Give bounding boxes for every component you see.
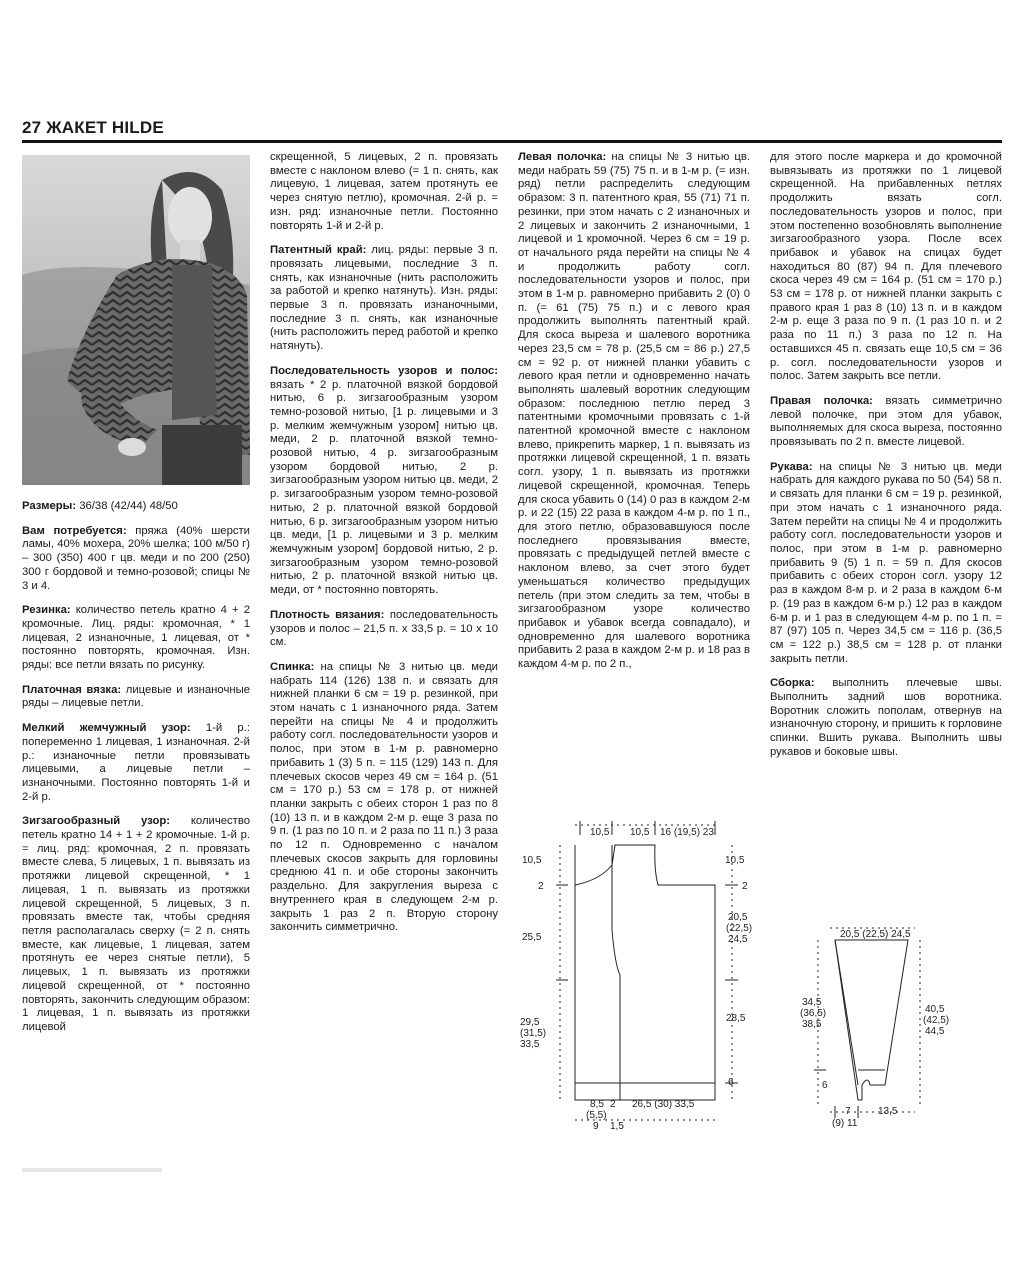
body-top-2: 10,5 [630,827,650,838]
col4-paragraph [770,151,1002,384]
col1-paragraph [22,500,250,514]
col1-heading: Вам потребуется: [22,524,127,537]
body-top-1: 10,5 [590,827,610,838]
body-bottom-4: 2 [610,1099,616,1110]
sleeve-right-3: 44,5 [925,1026,945,1037]
sleeve-bottom-1: 7 [845,1106,851,1117]
body-left-3: 25,5 [522,932,542,943]
col1-heading: Мелкий жемчужный узор: [22,722,191,735]
col2-text: вязать * 2 р. платочной вязкой бордовой нитью, 6 р. зигзагообразным узором темно-розовой нитью, [1 р. лицевыми и 3 р. мелким жемчужным узором] нитью цв. меди, 2 р. платочной вязкой темно-розовой нитью, 4 р. зигзагообразным узором бордовой нитью, 2 р. зигзагообразным узором нитью цв. меди, 2 р. зигзагообразным узором темно-розовой нитью, 2 р. платочной вязкой бордовой нитью, 6 р. зигзагообразным узором нитью цв. меди, [1 р. лицевыми и 3 р. мелким жемчужным узором] бордовой нитью, 2 р. зигзагообразным узором темно-розовой нитью, 2 р. платочной вязкой нитью цв. меди, от * постоянно повторять. [270,378,498,597]
body-right-7: 6 [728,1077,734,1088]
col4-heading: Сборка: [770,677,815,690]
col1-text: количество петель кратно 14 + 1 + 2 кромочные. 1-й р. = лиц. ряд: кромочная, 2 п. провязать вместе слева, 5 лицевых, 1 п. вывязать из протяжки лицевой скрещенной, * 1 лицевая, 1 п. вывязать из протяжки лицевой скрещенной, 5 лицевых, 3 п. провязать вместе так, чтобы средняя петля располагалась сверху (= 2 п. снять вместе, как лицевые, 1 лицевая, затем протянуть ее через снятые петли), 5 лицевых, 1 п. вывязать из протяжки лицевой скрещенной, от * постоянно повторять, закончить следующим образом: 1 лицевая, 1 п. вывязать из протяжки лицевой [22,815,250,1033]
column-1 [22,500,250,1046]
body-right-6: 28,5 [726,1013,746,1024]
body-left-6: 33,5 [520,1039,540,1050]
col2-heading: Спинка: [270,660,315,673]
col1-paragraph [22,684,250,711]
title-rule [22,140,1002,143]
sleeve-right-1: 40,5 [925,1004,945,1015]
col1-heading: Размеры: [22,500,77,512]
col4-text: выполнить плечевые швы. Выполнить задний шов воротника. Воротник сложить пополам, отвернув на изнаночную сторону, и пришить к горловине спинки. Вшить рукава. Выполнить швы рукавов и боковые швы. [770,677,1002,758]
body-right-2: 2 [742,881,748,892]
col4-text: для этого после маркера и до кромочной вывязывать из протяжки по 1 лицевой скрещенной. На прибавленных петлях продолжить вязать согл. последовательность узоров и полос, при этом постепенно возобновлять выполнение зигзагообразного узора. После всех прибавок и убавок на спицах будет находиться 80 (87) 94 п. Для плечевого скоса через 49 см = 164 р. (51 см = 170 р.) 53 см = 178 р. от нижней планки закрыть с правого края 1 раз 8 (10) 13 п. и в каждом 2-м р. еще 3 раза по 9 п. (1 раз 10 п. и 2 раза по 11 п.) 3 раза по 12 п. На оставшихся 45 п. связать еще 10,5 см = 36 р. согл. последовательности узоров и полос. Затем закрыть все петли. [770,151,1002,383]
col1-heading: Зигзагообразный узор: [22,815,171,828]
col2-text: скрещенной, 5 лицевых, 2 п. провязать вместе с наклоном влево (= 1 п. снять, как лицевую, 1 лицевая, затем протянуть ее через снятую петлю), кромочная. 2-й р. = изн. ряд: изнаночные петли. Постоянно повторять 1-й и 2-й р. [270,151,498,232]
body-schematic [520,815,770,1135]
col2-paragraph [270,661,498,935]
col1-heading: Резинка: [22,604,71,617]
sleeve-top: 20,5 (22,5) 24,5 [840,929,911,940]
body-right-4: (22,5) [726,923,753,934]
col1-heading: Платочная вязка: [22,683,122,696]
col4-text: вязать симметрично левой полочке, при этом для убавок, выполняемых для скоса выреза, постоянно провязывать по 2 п. вместе лицевой. [770,394,1002,449]
col4-paragraph [770,677,1002,759]
col3-paragraph [518,151,750,672]
body-top-3: 16 (19,5) 23 [660,827,714,838]
col4-heading: Правая полочка: [770,394,873,407]
col2-paragraph [270,151,498,233]
sleeve-bottom-3: 13,5 [878,1106,898,1117]
col2-text: на спицы № 3 нитью цв. меди набрать 114 (126) 138 п. и связать для нижней планки 6 см = 19 р. резинкой, при этом начать с 1 изнаночного ряда. Затем перейти на спицы № 4 и продолжить работу согл. последовательности узоров и полос, при этом в 1-м р. равномерно прибавить 1 (3) 5 п. = 115 (129) 143 п. Для плечевых скосов через 49 см = 164 р. (51 см = 170 р.) 53 см = 178 р. от нижней планки закрыть с обеих сторон 1 раз по 8 (10) 13 п. и в каждом 2-м р. еще 3 раза по 9 п. (1 раз по 10 п. и 2 раза по 11 п.) 3 раза по 12 п. Одновременно с началом плечевых скосов закрыть для горловины среднюю 41 п. и обе стороны закончить раздельно. Для закругления выреза с внутреннего края в следующем 2-м р. закрыть 1 раз 2 п. Вторую сторону закончить симметрично. [270,660,498,934]
col2-heading: Последовательность узоров и полос: [270,364,498,377]
col1-text: 1-й р.: попеременно 1 лицевая, 1 изнаночная. 2-й р.: изнаночные петли провязывать лицевыми, а лицевые петли – изнаночными. Постоянно повторять 1-й и 2-й р. [22,722,250,803]
col4-text: на спицы № 3 нитью цв. меди набрать для каждого рукава по 50 (54) 58 п. и связать для планки 6 см = 19 р. резинкой, при этом начать с 1 изнаночного ряда. Затем перейти на спицы № 4 и продолжить работу согл. последовательности узоров и полос, при этом в 1-м р. равномерно прибавить 9 (5) 1 п. = 59 п. Для скосов прибавить с обеих сторон согл. узору 12 раз в каждом 8-м р. и 2 раза в каждом 6-м р. (19 раз в каждом 6-м р.) 12 раз в каждом 6-м р. и 1 раз в следующем 4-м р. по 1 п. = 87 (97) 105 п. Через 34,5 см = 116 р. (36,5 см = 122 р.) 38,5 см = 128 р. от планки закрыть петли. [770,460,1002,665]
body-bottom-2: (5,5) [586,1110,607,1121]
col2-heading: Плотность вязания: [270,608,385,621]
col1-paragraph [22,722,250,804]
col3-heading: Левая полочка: [518,151,607,163]
page-title: 27 ЖАКЕТ HILDE [22,118,164,137]
column-4 [770,151,1002,771]
body-right-5: 24,5 [728,934,748,945]
model-photo [22,155,250,485]
body-bottom-1: 8,5 [590,1099,604,1110]
col1-text: пряжа (40% шерсти ламы, 40% мохера, 20% шелка; 100 м/50 г) – 300 (350) 400 г цв. меди и по 200 (250) 300 г бордовой и темно-розовой; спицы № 3 и 4. [22,524,250,592]
sleeve-bottom-2: (9) 11 [832,1118,858,1129]
body-left-2: 2 [538,881,544,892]
col4-paragraph [770,461,1002,667]
col2-text: последовательность узоров и полос – 21,5 п. x 33,5 р. = 10 x 10 см. [270,608,499,649]
body-right-1: 10,5 [725,855,745,866]
col3-text: на спицы № 3 нитью цв. меди набрать 59 (75) 75 п. и в 1-м р. (= изн. ряд) петли распределить следующим образом: 3 п. патентного края, 55 (71) 71 п. резинки, при этом начать с 2 изнаночных и 2 лицевых и закончить 2 изнаночными, 1 лицевой и 1 кромочной. Через 6 см = 19 р. от начального ряда перейти на спицы № 4 и продолжить работу согл. последовательности узоров и полос, при этом в 1-м р. равномерно прибавить 2 (0) 0 п. (= 61 (75) 75 п.) и с левого края продолжить выполнять патентный край. Для скоса выреза и шалевого воротника через 23,5 см = 78 р. (25,5 см = 86 р.) 27,5 см = 92 р. от нижней планки убавить с левого края петли и одновременно начать выполнять шалевый воротник следующим образом: последнюю петлю перед 3 патентными кромочными провязать с 1-й патентной кромочной вместе с наклоном влево, прикрепить маркер, 1 п. вывязать из протяжки лицевой скрещенной, 1 п. вязать согл. узору, 1 п. вывязать из протяжки лицевой скрещенной, кромочная. Теперь для скоса убавить 0 (14) 0 раз в каждом 2-м р. и 22 (15) 22 раза в каждом 4-м р. по 1 п., для этого петлю, образовавшуюся после последнего провязывания вместе, провязать с предыдущей петлей вместе с наклоном влево, за счет этого будет уменьшаться количество предыдущих петель (при этом следить за тем, чтобы в зигзагообразном узоре количество прибавок и убавок всегда совпадало), и одновременно для шалевого воротника прибавить 2 раза в каждом 2-м р. и 18 раз в каждом 4-м р. по 2 п., [518,151,750,671]
col1-paragraph [22,815,250,1034]
body-bottom-5: 1,5 [610,1121,624,1132]
col1-text: 36/38 (42/44) 48/50 [76,500,178,512]
body-right-3: 20,5 [728,912,748,923]
sleeve-left-3: 38,5 [802,1019,822,1030]
col4-paragraph [770,395,1002,450]
col1-paragraph [22,604,250,673]
col1-text: количество петель кратно 4 + 2 кромочные. Лиц. ряды: кромочная, * 1 лицевая, 2 изнаночные, 1 лицевая, от * постоянно повторять, кромочная. Изн. ряды: все петли вязать по рисунку. [22,604,250,672]
column-2 [270,151,498,946]
column-3 [518,151,750,683]
body-bottom-6: 26,5 (30) 33,5 [632,1099,695,1110]
col4-heading: Рукава: [770,460,813,473]
sleeve-left-2: (36,5) [800,1008,827,1019]
col2-heading: Патентный край: [270,244,367,257]
col2-paragraph [270,365,498,598]
col2-paragraph [270,609,498,650]
sleeve-left-4: 6 [822,1080,828,1091]
body-bottom-3: 9 [593,1121,599,1132]
sleeve-schematic [770,920,970,1135]
body-left-4: 29,5 [520,1017,540,1028]
col2-text: лиц. ряды: первые 3 п. провязать лицевыми, последние 3 п. снять, как изнаночные (нить расположить за работой и крепко натянуть). Изн. ряды: первые 3 п. провязать изнаночными, последние 3 п. снять, как изнаночные (нить расположить перед работой и крепко натянуть). [270,244,498,353]
body-left-5: (31,5) [520,1028,547,1039]
col1-text: лицевые и изнаночные ряды – лицевые петли. [22,683,250,710]
body-left-1: 10,5 [522,855,542,866]
bottom-bleed-mark [22,1168,162,1172]
sleeve-left-1: 34,5 [802,997,822,1008]
col2-paragraph [270,244,498,354]
sleeve-right-2: (42,5) [923,1015,950,1026]
col1-paragraph [22,525,250,594]
